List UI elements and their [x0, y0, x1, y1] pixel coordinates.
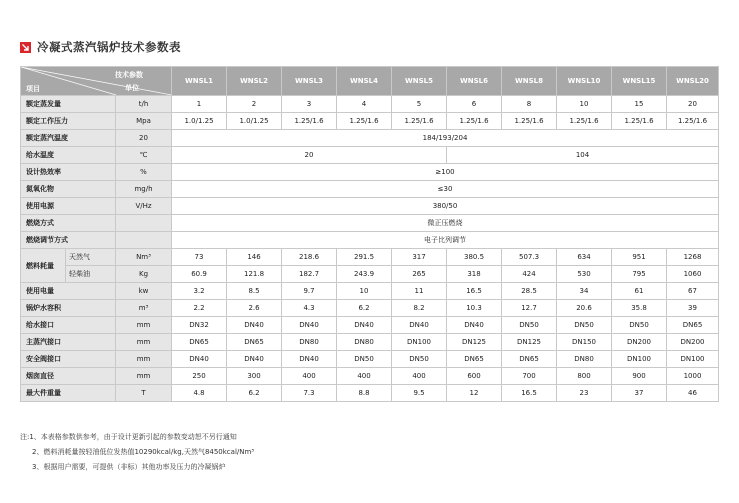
- cell-value: DN100: [392, 334, 447, 351]
- row-label: 使用电量: [21, 283, 116, 300]
- cell-value: 507.3: [502, 249, 557, 266]
- table-row: [21, 385, 719, 402]
- cell-value: 243.9: [337, 266, 392, 283]
- cell-value: DN200: [612, 334, 667, 351]
- cell-value: 1.25/1.6: [557, 113, 612, 130]
- cell-value: 317: [392, 249, 447, 266]
- table-row: [21, 266, 719, 283]
- row-label: 给水温度: [21, 147, 116, 164]
- cell-value: 400: [337, 368, 392, 385]
- table-row: [21, 147, 719, 164]
- row-unit: kw: [116, 283, 172, 300]
- cell-value: DN100: [667, 351, 719, 368]
- spec-table: [20, 66, 719, 402]
- cell-value: 182.7: [282, 266, 337, 283]
- cell-value: 8.8: [337, 385, 392, 402]
- cell-value: 60.9: [172, 266, 227, 283]
- cell-value: 10: [337, 283, 392, 300]
- row-sublabel: 轻柴油: [66, 266, 116, 283]
- cell-value: 46: [667, 385, 719, 402]
- row-label: 主蒸汽接口: [21, 334, 116, 351]
- table-row: [21, 249, 719, 266]
- cell-value: 795: [612, 266, 667, 283]
- cell-value: DN80: [282, 334, 337, 351]
- cell-value: 15: [612, 96, 667, 113]
- cell-value: 12.7: [502, 300, 557, 317]
- cell-value: DN65: [227, 334, 282, 351]
- cell-value: 10: [557, 96, 612, 113]
- cell-value: 1268: [667, 249, 719, 266]
- cell-value: 218.6: [282, 249, 337, 266]
- table-row: [21, 181, 719, 198]
- table-row: [21, 130, 719, 147]
- cell-value: 4.8: [172, 385, 227, 402]
- table-row: [21, 283, 719, 300]
- cell-value: DN50: [502, 317, 557, 334]
- table-row: [21, 96, 719, 113]
- cell-value: 6.2: [227, 385, 282, 402]
- cell-value: 20.6: [557, 300, 612, 317]
- row-label: 氮氧化物: [21, 181, 116, 198]
- table-row: [21, 198, 719, 215]
- row-unit: mm: [116, 317, 172, 334]
- row-span-value: ≥100: [172, 164, 719, 181]
- cell-value: DN50: [392, 351, 447, 368]
- cell-value: DN50: [337, 351, 392, 368]
- cell-value: 530: [557, 266, 612, 283]
- cell-value: 9.7: [282, 283, 337, 300]
- cell-value: 400: [282, 368, 337, 385]
- row-sublabel: 天然气: [66, 249, 116, 266]
- cell-value: 1.25/1.6: [447, 113, 502, 130]
- cell-value: 1060: [667, 266, 719, 283]
- cell-value: DN150: [557, 334, 612, 351]
- item-label: 项目: [26, 85, 40, 93]
- cell-value: 4: [337, 96, 392, 113]
- row-span-value: ≤30: [172, 181, 719, 198]
- cell-value: DN50: [557, 317, 612, 334]
- cell-value: 3: [282, 96, 337, 113]
- page-title: [20, 39, 181, 55]
- cell-value: DN65: [502, 351, 557, 368]
- row-label: 额定工作压力: [21, 113, 116, 130]
- header-row: [21, 67, 719, 96]
- arrow-down-right-icon: [20, 42, 31, 53]
- cell-value: DN40: [227, 351, 282, 368]
- cell-value: DN200: [667, 334, 719, 351]
- cell-value: 67: [667, 283, 719, 300]
- cell-value: DN40: [227, 317, 282, 334]
- header-diagonal-cell: [21, 67, 172, 96]
- table-row: [21, 334, 719, 351]
- row-unit: V/Hz: [116, 198, 172, 215]
- row-label: 烟囱直径: [21, 368, 116, 385]
- cell-value: DN80: [337, 334, 392, 351]
- cell-value: 1.25/1.6: [337, 113, 392, 130]
- table-row: [21, 351, 719, 368]
- row-unit: T: [116, 385, 172, 402]
- cell-value: 1.0/1.25: [227, 113, 282, 130]
- row-span-value: 20: [172, 147, 447, 164]
- cell-value: 6.2: [337, 300, 392, 317]
- cell-value: DN40: [282, 317, 337, 334]
- cell-value: 1000: [667, 368, 719, 385]
- row-label: 安全阀接口: [21, 351, 116, 368]
- cell-value: DN125: [447, 334, 502, 351]
- model-header: WNSL4: [337, 67, 392, 96]
- table-row: [21, 215, 719, 232]
- model-header: WNSL3: [282, 67, 337, 96]
- cell-value: DN80: [557, 351, 612, 368]
- cell-value: 1.25/1.6: [502, 113, 557, 130]
- row-unit: [116, 215, 172, 232]
- row-unit: m³: [116, 300, 172, 317]
- cell-value: 8.5: [227, 283, 282, 300]
- title-text: 冷凝式蒸汽锅炉技术参数表: [37, 40, 181, 54]
- cell-value: 900: [612, 368, 667, 385]
- cell-value: DN125: [502, 334, 557, 351]
- row-label: 锅炉水容积: [21, 300, 116, 317]
- row-span-value: 104: [447, 147, 719, 164]
- model-header: WNSL15: [612, 67, 667, 96]
- model-header: WNSL8: [502, 67, 557, 96]
- cell-value: DN40: [282, 351, 337, 368]
- cell-value: 146: [227, 249, 282, 266]
- cell-value: 634: [557, 249, 612, 266]
- cell-value: 35.8: [612, 300, 667, 317]
- cell-value: 10.3: [447, 300, 502, 317]
- row-span-value: 电子比列调节: [172, 232, 719, 249]
- cell-value: 16.5: [502, 385, 557, 402]
- cell-value: 2: [227, 96, 282, 113]
- cell-value: 4.3: [282, 300, 337, 317]
- cell-value: DN40: [337, 317, 392, 334]
- row-label: 额定蒸汽温度: [21, 130, 116, 147]
- cell-value: 1.0/1.25: [172, 113, 227, 130]
- row-unit: mm: [116, 351, 172, 368]
- model-header: WNSL5: [392, 67, 447, 96]
- cell-value: DN65: [667, 317, 719, 334]
- cell-value: 6: [447, 96, 502, 113]
- row-unit: t/h: [116, 96, 172, 113]
- footnote: 3、根据用户需要，可提供（非标）其他功率及压力的冷凝锅炉: [32, 463, 226, 471]
- param-label: 技术参数: [115, 71, 144, 79]
- row-unit: 20: [116, 130, 172, 147]
- row-unit: Nm³: [116, 249, 172, 266]
- cell-value: 61: [612, 283, 667, 300]
- cell-value: 12: [447, 385, 502, 402]
- cell-value: 34: [557, 283, 612, 300]
- cell-value: DN40: [392, 317, 447, 334]
- cell-value: 121.8: [227, 266, 282, 283]
- row-unit: Kg: [116, 266, 172, 283]
- table-row: [21, 300, 719, 317]
- row-unit: mm: [116, 368, 172, 385]
- footnote: 2、燃料消耗量按轻油低位发热值10290kcal/kg,天然气8450kcal/Nm³: [32, 448, 255, 456]
- row-unit: ℃: [116, 147, 172, 164]
- cell-value: DN32: [172, 317, 227, 334]
- table-row: [21, 113, 719, 130]
- cell-value: 600: [447, 368, 502, 385]
- cell-value: 28.5: [502, 283, 557, 300]
- cell-value: 265: [392, 266, 447, 283]
- cell-value: 1.25/1.6: [612, 113, 667, 130]
- row-label: 使用电源: [21, 198, 116, 215]
- row-label: 设计热效率: [21, 164, 116, 181]
- cell-value: 800: [557, 368, 612, 385]
- row-unit: mg/h: [116, 181, 172, 198]
- table-row: [21, 368, 719, 385]
- cell-value: 5: [392, 96, 447, 113]
- row-span-value: 380/50: [172, 198, 719, 215]
- cell-value: DN40: [447, 317, 502, 334]
- cell-value: 1.25/1.6: [282, 113, 337, 130]
- cell-value: 9.5: [392, 385, 447, 402]
- cell-value: 1.25/1.6: [667, 113, 719, 130]
- row-label: 燃料耗量: [21, 249, 66, 283]
- cell-value: 380.5: [447, 249, 502, 266]
- cell-value: 2.6: [227, 300, 282, 317]
- cell-value: 291.5: [337, 249, 392, 266]
- cell-value: 2.2: [172, 300, 227, 317]
- footnote: 注:1、本表格参数供参考，由于设计更新引起的参数变动恕不另行通知: [20, 433, 237, 441]
- cell-value: 20: [667, 96, 719, 113]
- model-header: WNSL6: [447, 67, 502, 96]
- cell-value: 3.2: [172, 283, 227, 300]
- row-unit: [116, 232, 172, 249]
- row-span-value: 184/193/204: [172, 130, 719, 147]
- row-label: 燃烧调节方式: [21, 232, 116, 249]
- cell-value: DN100: [612, 351, 667, 368]
- cell-value: 424: [502, 266, 557, 283]
- row-unit: %: [116, 164, 172, 181]
- cell-value: 318: [447, 266, 502, 283]
- cell-value: DN40: [172, 351, 227, 368]
- cell-value: 1: [172, 96, 227, 113]
- row-unit: Mpa: [116, 113, 172, 130]
- cell-value: 8: [502, 96, 557, 113]
- cell-value: 37: [612, 385, 667, 402]
- cell-value: 7.3: [282, 385, 337, 402]
- cell-value: 951: [612, 249, 667, 266]
- cell-value: 1.25/1.6: [392, 113, 447, 130]
- cell-value: DN65: [172, 334, 227, 351]
- cell-value: 8.2: [392, 300, 447, 317]
- row-span-value: 微正压燃烧: [172, 215, 719, 232]
- cell-value: 400: [392, 368, 447, 385]
- footnotes: [20, 430, 254, 475]
- cell-value: 250: [172, 368, 227, 385]
- table-row: [21, 317, 719, 334]
- row-label: 给水接口: [21, 317, 116, 334]
- cell-value: 700: [502, 368, 557, 385]
- model-header: WNSL2: [227, 67, 282, 96]
- table-row: [21, 164, 719, 181]
- model-header: WNSL20: [667, 67, 719, 96]
- cell-value: 11: [392, 283, 447, 300]
- cell-value: DN65: [447, 351, 502, 368]
- model-header: WNSL1: [172, 67, 227, 96]
- cell-value: 39: [667, 300, 719, 317]
- cell-value: 16.5: [447, 283, 502, 300]
- cell-value: 73: [172, 249, 227, 266]
- table-row: [21, 232, 719, 249]
- model-header: WNSL10: [557, 67, 612, 96]
- row-label: 额定蒸发量: [21, 96, 116, 113]
- unit-label: 单位: [125, 84, 140, 92]
- row-unit: mm: [116, 334, 172, 351]
- cell-value: 300: [227, 368, 282, 385]
- cell-value: 23: [557, 385, 612, 402]
- row-label: 最大件重量: [21, 385, 116, 402]
- cell-value: DN50: [612, 317, 667, 334]
- row-label: 燃烧方式: [21, 215, 116, 232]
